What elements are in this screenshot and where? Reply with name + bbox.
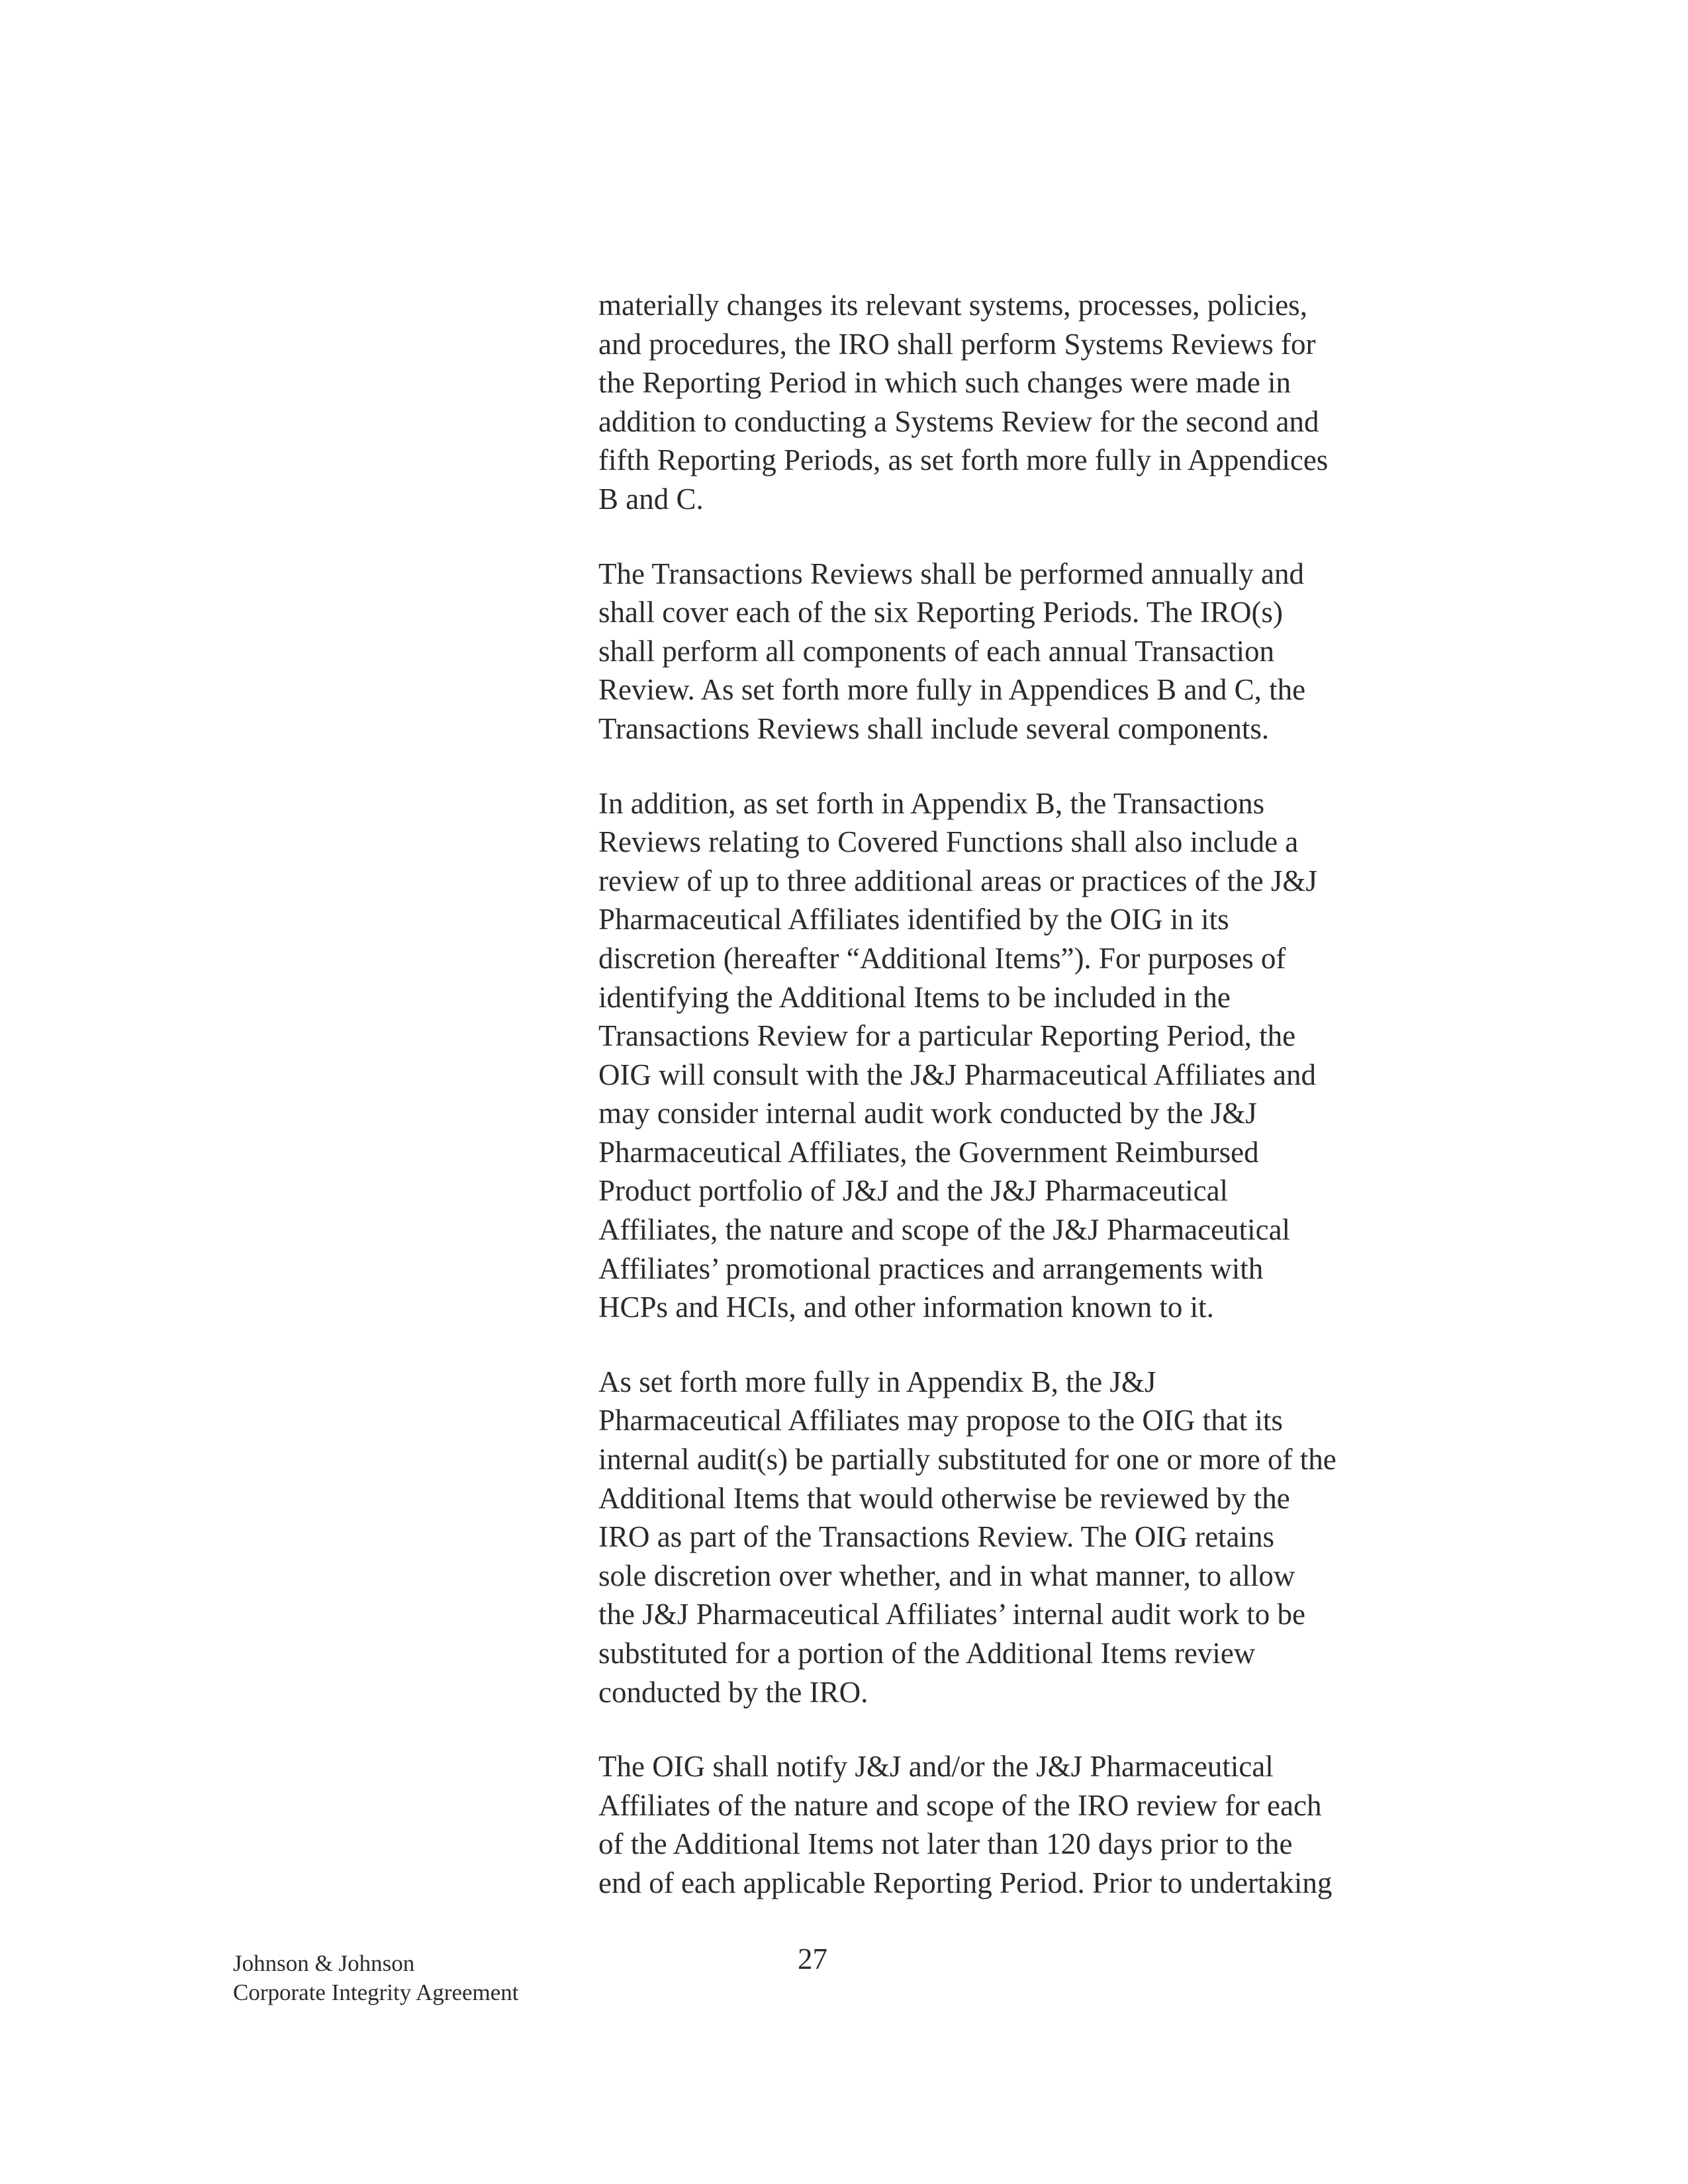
page-number: 27: [798, 1942, 827, 1976]
footer-document-info: [233, 1949, 519, 2007]
paragraph-additional-items: In addition, as set forth in Appendix B, the Transactions Reviews relating to Covered Functions shall also include a review of up to three additional areas or practices of the J&J Pharmaceutical Affiliates identified by the OIG in its discretion (hereafter “Additional Items”). For purposes of identifying the Additional Items to be included in the Transactions Review for a particular Reporting Period, the OIG will consult with the J&J Pharmaceutical Affiliates and may consider internal audit work conducted by the J&J Pharmaceutical Affiliates, the Government Reimbursed Product portfolio of J&J and the J&J Pharmaceutical Affiliates, the nature and scope of the J&J Pharmaceutical Affiliates’ promotional practices and arrangements with HCPs and HCIs, and other information known to it.: [598, 786, 1317, 1324]
paragraph-transactions-reviews: The Transactions Reviews shall be performed annually and shall cover each of the six Reporting Periods. The IRO(s) shall perform all components of each annual Transaction Review. As set forth more fully in Appendices B and C, the Transactions Reviews shall include several components.: [598, 557, 1306, 745]
footer-document-title: Corporate Integrity Agreement: [233, 1979, 519, 2005]
paragraph-systems-reviews: materially changes its relevant systems, processes, policies, and procedures, the IRO shall perform Systems Reviews for the Reporting Period in which such changes were made in addition to conducting a Systems Review for the second and fifth Reporting Periods, as set forth more fully in Appendices B and C.: [598, 289, 1329, 516]
body-text: [598, 286, 1459, 1903]
paragraph-oig-notification: The OIG shall notify J&J and/or the J&J Pharmaceutical Affiliates of the nature and scope of the IRO review for each of the Additional Items not later than 120 days prior to the end of each applicable Reporting Period. Prior to undertaking: [598, 1750, 1333, 1899]
paragraph-internal-audit-substitution: As set forth more fully in Appendix B, the J&J Pharmaceutical Affiliates may propose to the OIG that its internal audit(s) be partially substituted for one or more of the Additional Items that would otherwise be reviewed by the IRO as part of the Transactions Review. The OIG retains sole discretion over whether, and in what manner, to allow the J&J Pharmaceutical Affiliates’ internal audit work to be substituted for a portion of the Additional Items review conducted by the IRO.: [598, 1365, 1336, 1709]
footer-company: Johnson & Johnson: [233, 1950, 415, 1976]
